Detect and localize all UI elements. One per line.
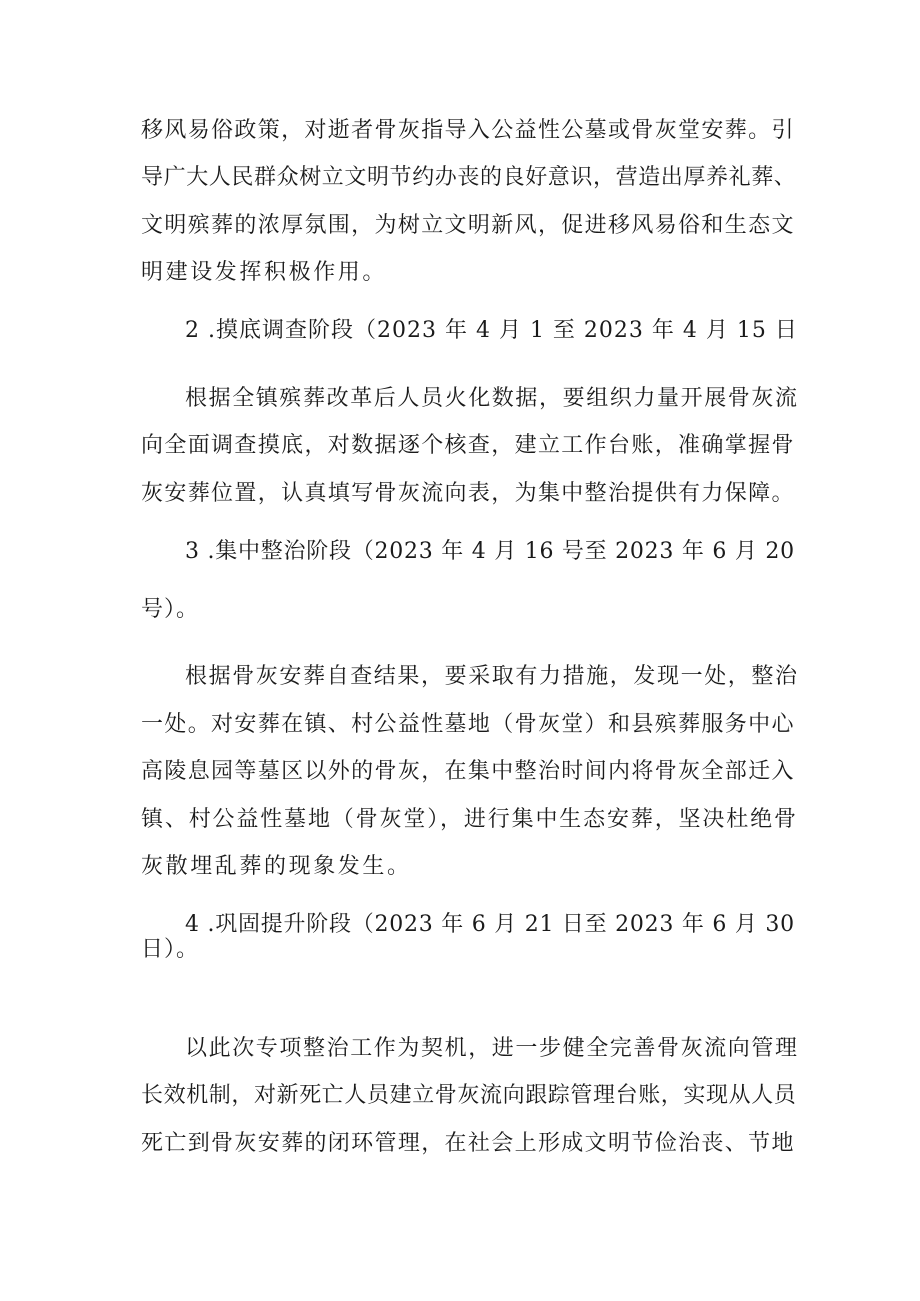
paragraph-3-line-5: 灰散埋乱葬的现象发生。 (141, 854, 412, 879)
paragraph-1-line-3: 文明殡葬的浓厚氛围，为树立文明新风，促进移风易俗和生态文 (141, 213, 795, 238)
paragraph-1-line-2: 导广大人民群众树立文明节约办丧的良好意识，营造出厚养礼葬、 (141, 165, 797, 190)
paragraph-3-line-2: 一处。对安葬在镇、村公益性墓地（骨灰堂）和县殡葬服务中心 (141, 712, 795, 737)
section-heading-3-line-2: 号）。 (141, 597, 200, 622)
section-heading-3-line-1: 3 .集中整治阶段（2023 年 4 月 16 号至 2023 年 6 月 20 (185, 539, 795, 564)
paragraph-4-line-3: 死亡到骨灰安葬的闭环管理，在社会上形成文明节俭治丧、节地 (141, 1131, 795, 1156)
paragraph-2-line-3: 灰安葬位置，认真填写骨灰流向表，为集中整治提供有力保障。 (141, 481, 795, 506)
paragraph-2-line-1: 根据全镇殡葬改革后人员火化数据，要组织力量开展骨灰流 (185, 386, 799, 411)
paragraph-3-line-4: 镇、村公益性墓地（骨灰堂），进行集中生态安葬，坚决杜绝骨 (141, 807, 798, 832)
paragraph-1-line-4: 明建设发挥积极作用。 (141, 260, 388, 285)
paragraph-3-line-1: 根据骨灰安葬自查结果，要采取有力措施，发现一处，整治 (185, 664, 799, 689)
paragraph-3-line-3: 高陵息园等墓区以外的骨灰，在集中整治时间内将骨灰全部迁入 (141, 759, 795, 784)
section-heading-4-line-2: 日）。 (141, 937, 200, 962)
paragraph-4-line-2: 长效机制，对新死亡人员建立骨灰流向跟踪管理台账，实现从人员 (141, 1083, 797, 1108)
section-heading-4-line-1: 4 .巩固提升阶段（2023 年 6 月 21 日至 2023 年 6 月 30 (185, 912, 795, 937)
section-heading-2: 2 .摸底调查阶段（2023 年 4 月 1 至 2023 年 4 月 15 日 (185, 318, 798, 343)
paragraph-2-line-2: 向全面调查摸底，对数据逐个核查，建立工作台账，准确掌握骨 (141, 433, 795, 458)
paragraph-1-line-1: 移风易俗政策，对逝者骨灰指导入公益性公墓或骨灰堂安葬。引 (141, 118, 795, 143)
paragraph-4-line-1: 以此次专项整治工作为契机，进一步健全完善骨灰流向管理 (185, 1036, 799, 1061)
